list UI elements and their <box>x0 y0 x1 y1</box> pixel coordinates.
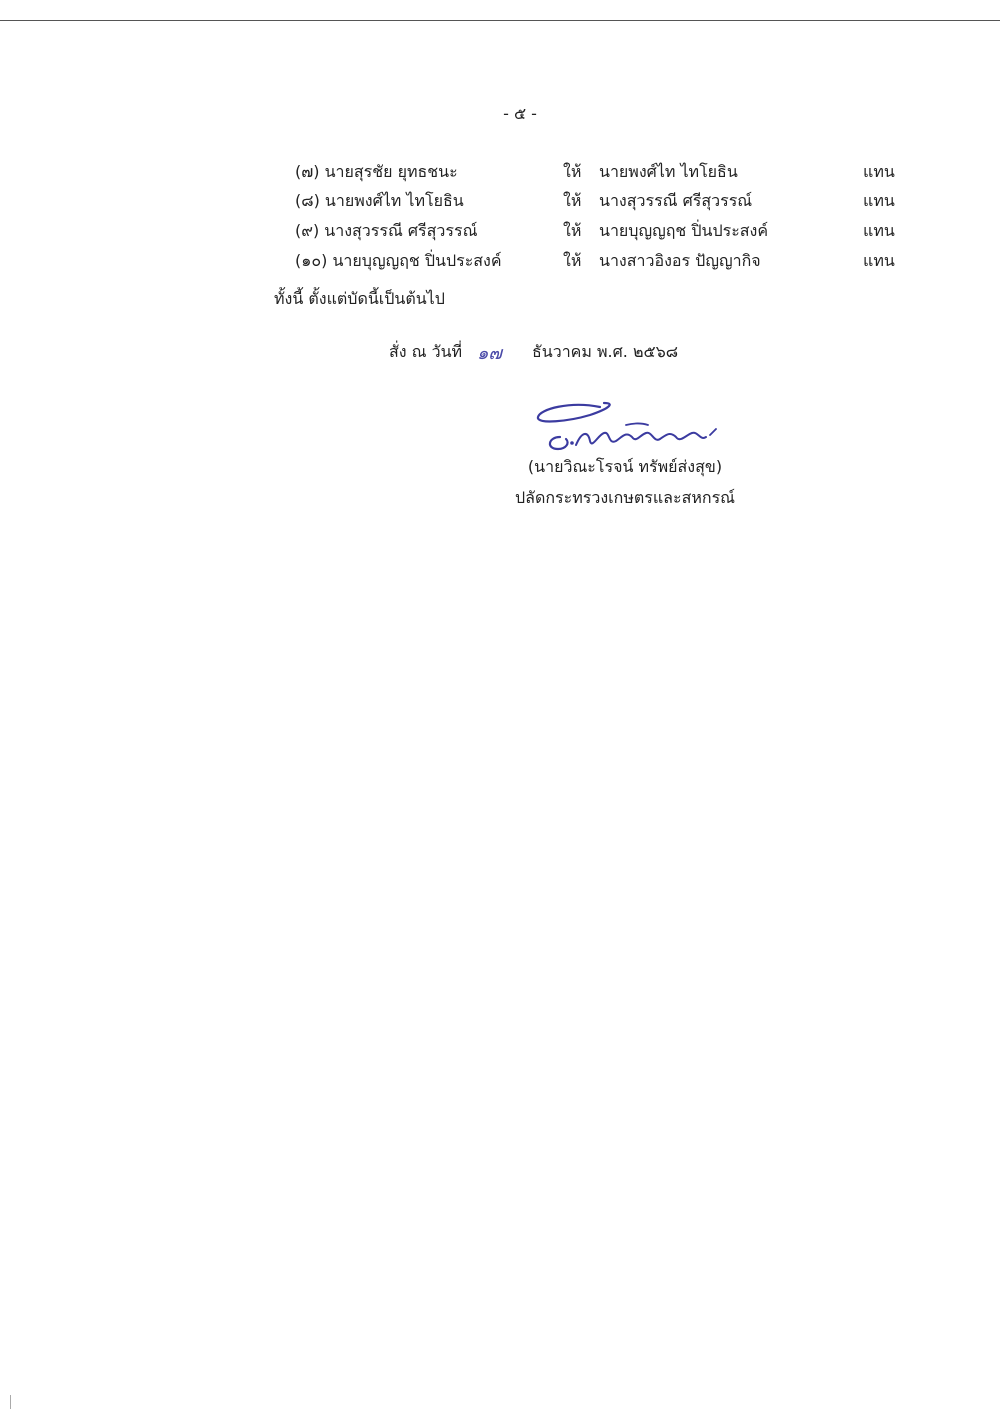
effective-statement: ทั้งนี้ ตั้งแต่บัดนี้เป็นต้นไป <box>274 289 445 308</box>
order-row <box>0 249 1000 277</box>
order-from: (๗) นายสุรชัย ยุทธชนะ <box>295 162 458 181</box>
order-instead: แทน <box>863 191 895 210</box>
order-instead: แทน <box>863 251 895 270</box>
order-row <box>0 189 1000 217</box>
date-prefix: สั่ง ณ วันที่ <box>389 342 463 361</box>
signer-name: (นายวิณะโรจน์ ทรัพย์ส่งสุข) <box>527 457 723 476</box>
scan-edge-mark <box>10 1395 11 1409</box>
order-to: นางสาวอิงอร ปัญญากิจ <box>599 251 761 270</box>
page-number: - ๕ - <box>503 104 537 123</box>
order-give: ให้ <box>563 191 582 210</box>
date-day-handwritten: ๑๗ <box>477 343 502 364</box>
date-month-year: ธันวาคม พ.ศ. ๒๕๖๘ <box>532 342 679 361</box>
order-give: ให้ <box>563 221 582 240</box>
order-instead: แทน <box>863 162 895 181</box>
order-from: (๘) นายพงศ์ไท ไทโยธิน <box>295 191 464 210</box>
top-rule <box>0 20 1000 21</box>
order-give: ให้ <box>563 162 582 181</box>
order-give: ให้ <box>563 251 582 270</box>
order-row <box>0 160 1000 188</box>
order-to: นางสุวรรณี ศรีสุวรรณ์ <box>599 191 753 210</box>
signer-title: ปลัดกระทรวงเกษตรและสหกรณ์ <box>515 488 735 507</box>
order-from: (๑๐) นายบุญญฤช ปิ่นประสงค์ <box>295 251 502 270</box>
order-instead: แทน <box>863 221 895 240</box>
signature-icon <box>530 395 730 455</box>
order-row <box>0 219 1000 247</box>
order-to: นายพงศ์ไท ไทโยธิน <box>599 162 738 181</box>
order-from: (๙) นางสุวรรณี ศรีสุวรรณ์ <box>295 221 478 240</box>
order-to: นายบุญญฤช ปิ่นประสงค์ <box>599 221 769 240</box>
